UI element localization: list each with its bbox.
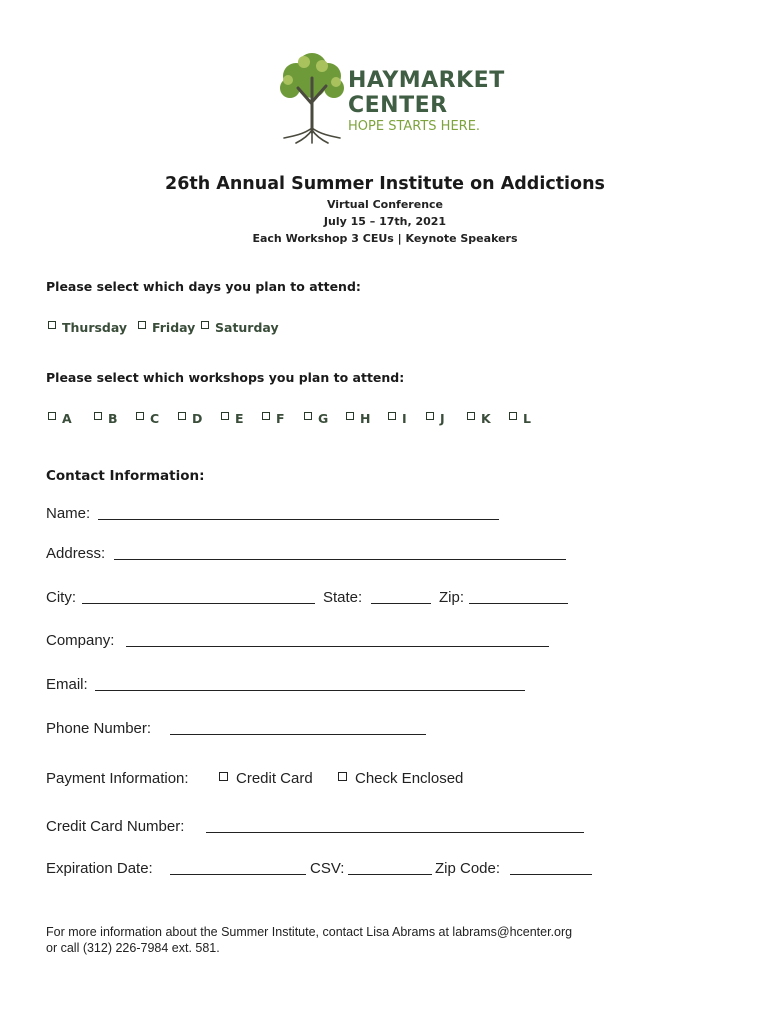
workshop-option-f[interactable] [262,411,285,426]
expiration-field[interactable] [170,874,306,875]
zip-field[interactable] [469,603,568,604]
company-label: Company: [46,632,115,649]
workshops-prompt: Please select which workshops you plan to attend: [46,370,405,385]
state-field[interactable] [371,603,431,604]
checkbox[interactable] [178,412,186,420]
name-label: Name: [46,505,91,522]
credit-card-option-label: Credit Card [236,770,313,787]
phone-field[interactable] [170,734,426,735]
phone-label: Phone Number: [46,720,152,737]
payment-zip-label: Zip Code: [435,860,501,877]
checkbox[interactable] [262,412,270,420]
day-option-thursday[interactable] [48,320,127,335]
day-option-friday[interactable] [138,320,195,335]
workshop-label: E [235,411,244,426]
workshop-label: C [150,411,160,426]
logo-line-2: CENTER [348,93,448,118]
city-field[interactable] [82,603,315,604]
address-field[interactable] [114,559,566,560]
workshop-label: H [360,411,371,426]
workshop-option-c[interactable] [136,411,159,426]
checkbox[interactable] [304,412,312,420]
workshop-label: K [481,411,491,426]
page-title: 26th Annual Summer Institute on Addictions [165,174,605,194]
card-number-label: Credit Card Number: [46,818,185,835]
workshop-option-j[interactable] [426,411,445,426]
footer-line-1: For more information about the Summer Institute, contact Lisa Abrams at labrams@hcenter.org [46,925,573,939]
checkbox[interactable] [221,412,229,420]
workshop-option-g[interactable] [304,411,328,426]
company-field[interactable] [126,646,549,647]
check-enclosed-option-label: Check Enclosed [355,770,464,787]
days-prompt: Please select which days you plan to attend: [46,279,361,294]
workshop-label: G [318,411,329,426]
checkbox[interactable] [48,412,56,420]
day-option-saturday[interactable] [201,320,279,335]
checkbox[interactable] [509,412,517,420]
email-field[interactable] [95,690,525,691]
checkbox[interactable] [388,412,396,420]
workshop-option-l[interactable] [509,411,531,426]
name-field[interactable] [98,519,499,520]
workshop-option-i[interactable] [388,411,407,426]
day-option-label: Friday [152,320,196,335]
workshop-option-d[interactable] [178,411,202,426]
workshop-label: I [402,411,407,426]
checkbox[interactable] [346,412,354,420]
checkbox[interactable] [467,412,475,420]
address-label: Address: [46,545,106,562]
email-label: Email: [46,676,88,693]
checkbox[interactable] [94,412,102,420]
workshop-option-b[interactable] [94,411,118,426]
checkbox[interactable] [426,412,434,420]
checkbox[interactable] [138,321,146,329]
card-number-field[interactable] [206,832,584,833]
logo-tagline: HOPE STARTS HERE. [348,119,481,134]
city-label: City: [46,589,76,606]
workshop-label: L [523,411,531,426]
payment-label: Payment Information: [46,770,189,787]
tree-icon [276,48,348,144]
checkbox[interactable] [48,321,56,329]
workshop-option-h[interactable] [346,411,370,426]
payment-zip-field[interactable] [510,874,592,875]
logo-line-1: HAYMARKET [348,68,505,93]
csv-label: CSV: [310,860,345,877]
conference-type: Virtual Conference [326,198,444,211]
workshop-option-k[interactable] [467,411,491,426]
conference-details: Each Workshop 3 CEUs | Keynote Speakers [252,232,518,245]
conference-dates: July 15 – 17th, 2021 [323,215,447,228]
footer-line-2: or call (312) 226-7984 ext. 581. [46,941,220,955]
csv-field[interactable] [348,874,432,875]
workshop-option-e[interactable] [221,411,244,426]
day-option-label: Thursday [62,320,128,335]
workshop-label: D [192,411,203,426]
expiration-label: Expiration Date: [46,860,153,877]
workshop-option-a[interactable] [48,411,72,426]
workshop-label: F [276,411,285,426]
workshop-label: B [108,411,118,426]
checkbox[interactable] [201,321,209,329]
zip-label: Zip: [439,589,465,606]
workshop-label: A [62,411,72,426]
credit-card-checkbox[interactable] [219,772,228,781]
workshop-label: J [440,411,445,426]
state-label: State: [323,589,363,606]
checkbox[interactable] [136,412,144,420]
haymarket-logo [276,48,506,146]
contact-heading: Contact Information: [46,468,205,484]
check-enclosed-checkbox[interactable] [338,772,347,781]
day-option-label: Saturday [215,320,279,335]
